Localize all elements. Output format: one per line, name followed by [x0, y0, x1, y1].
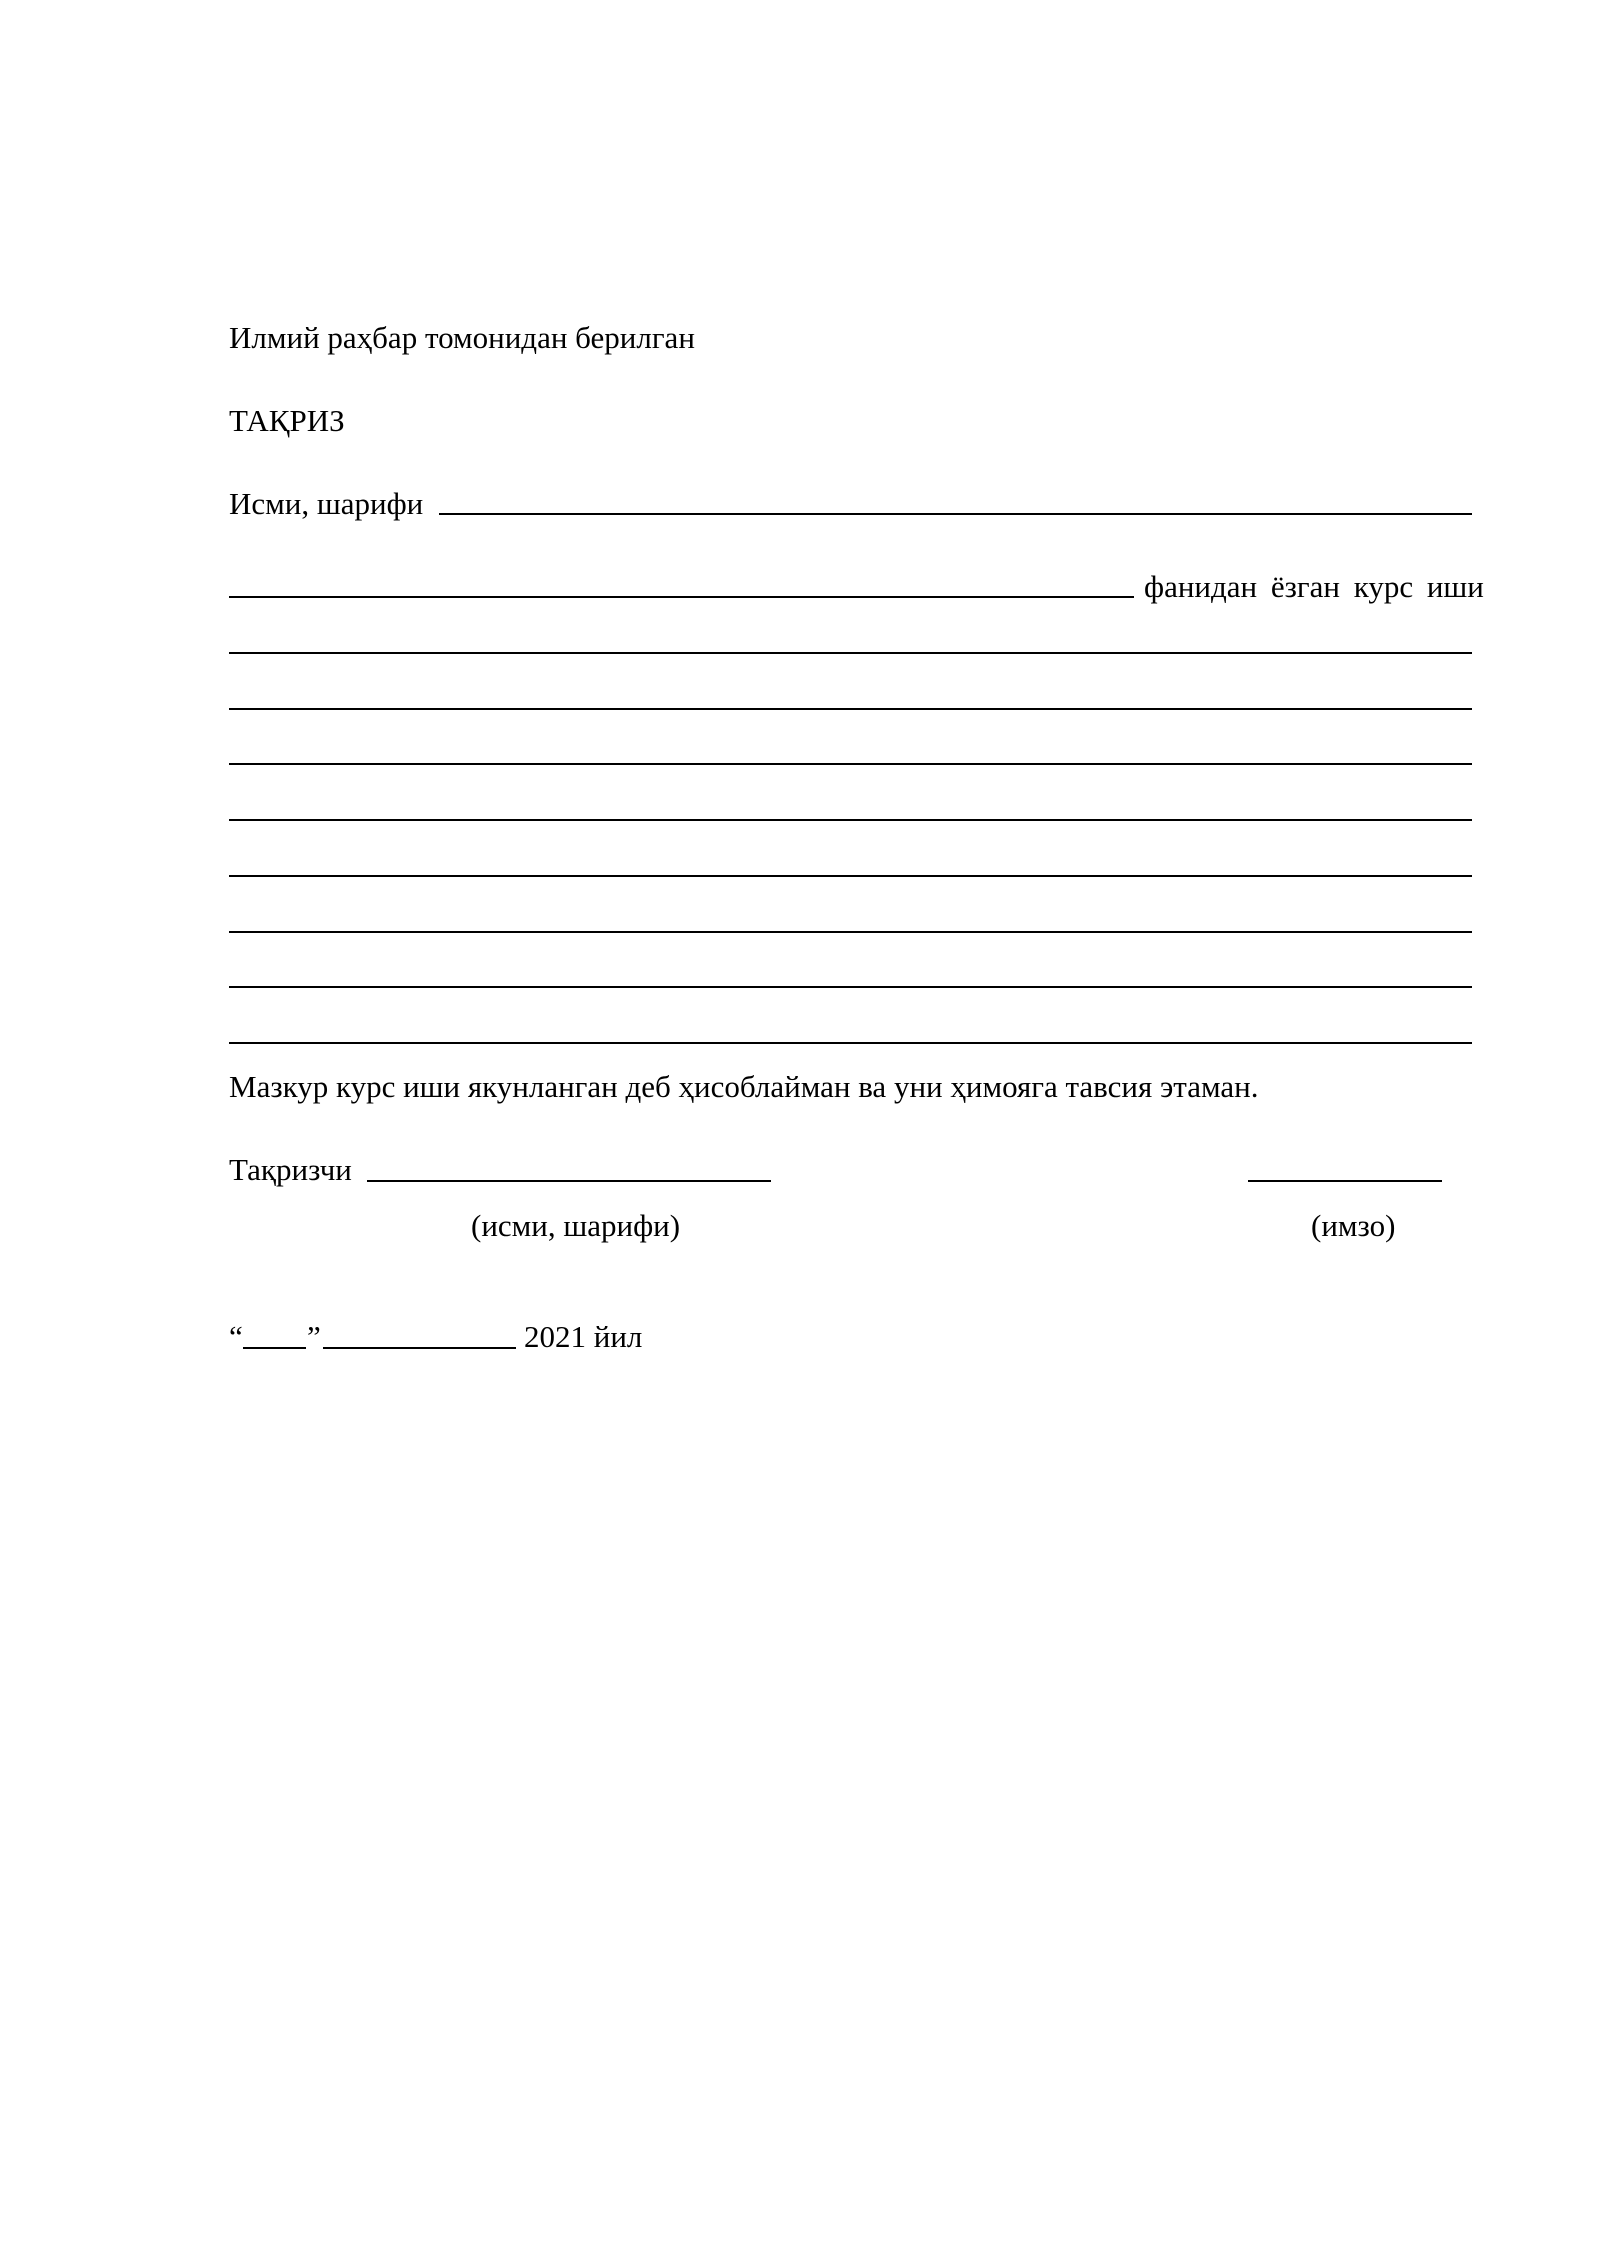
signature-line[interactable]	[1248, 1180, 1442, 1182]
date-month-line[interactable]	[323, 1347, 516, 1349]
review-line-6[interactable]	[229, 931, 1472, 933]
reviewer-label: Тақризчи	[229, 1152, 352, 1187]
intro-text: Илмий раҳбар томонидан берилган	[229, 320, 695, 355]
subject-field-line[interactable]	[229, 596, 1134, 598]
name-field-line[interactable]	[439, 513, 1472, 515]
review-line-7[interactable]	[229, 986, 1472, 988]
review-line-1[interactable]	[229, 652, 1472, 654]
reviewer-name-line[interactable]	[367, 1180, 771, 1182]
date-close-quote: ”	[307, 1319, 321, 1354]
document-title: ТАҚРИЗ	[229, 403, 345, 438]
name-label: Исми, шарифи	[229, 486, 424, 521]
date-day-line[interactable]	[243, 1347, 306, 1349]
name-caption: (исми, шарифи)	[471, 1208, 681, 1243]
date-open-quote: “	[229, 1319, 243, 1354]
review-line-4[interactable]	[229, 819, 1472, 821]
review-line-2[interactable]	[229, 708, 1472, 710]
review-line-5[interactable]	[229, 875, 1472, 877]
review-line-3[interactable]	[229, 763, 1472, 765]
review-line-8[interactable]	[229, 1042, 1472, 1044]
signature-caption: (имзо)	[1311, 1208, 1396, 1243]
subject-suffix-text: фанидан ёзган курс иши	[1144, 569, 1484, 604]
date-year-text: 2021 йил	[524, 1319, 643, 1354]
conclusion-text: Мазкур курс иши якунланган деб ҳисоблайман ва уни ҳимояга тавсия этаман.	[229, 1069, 1259, 1104]
